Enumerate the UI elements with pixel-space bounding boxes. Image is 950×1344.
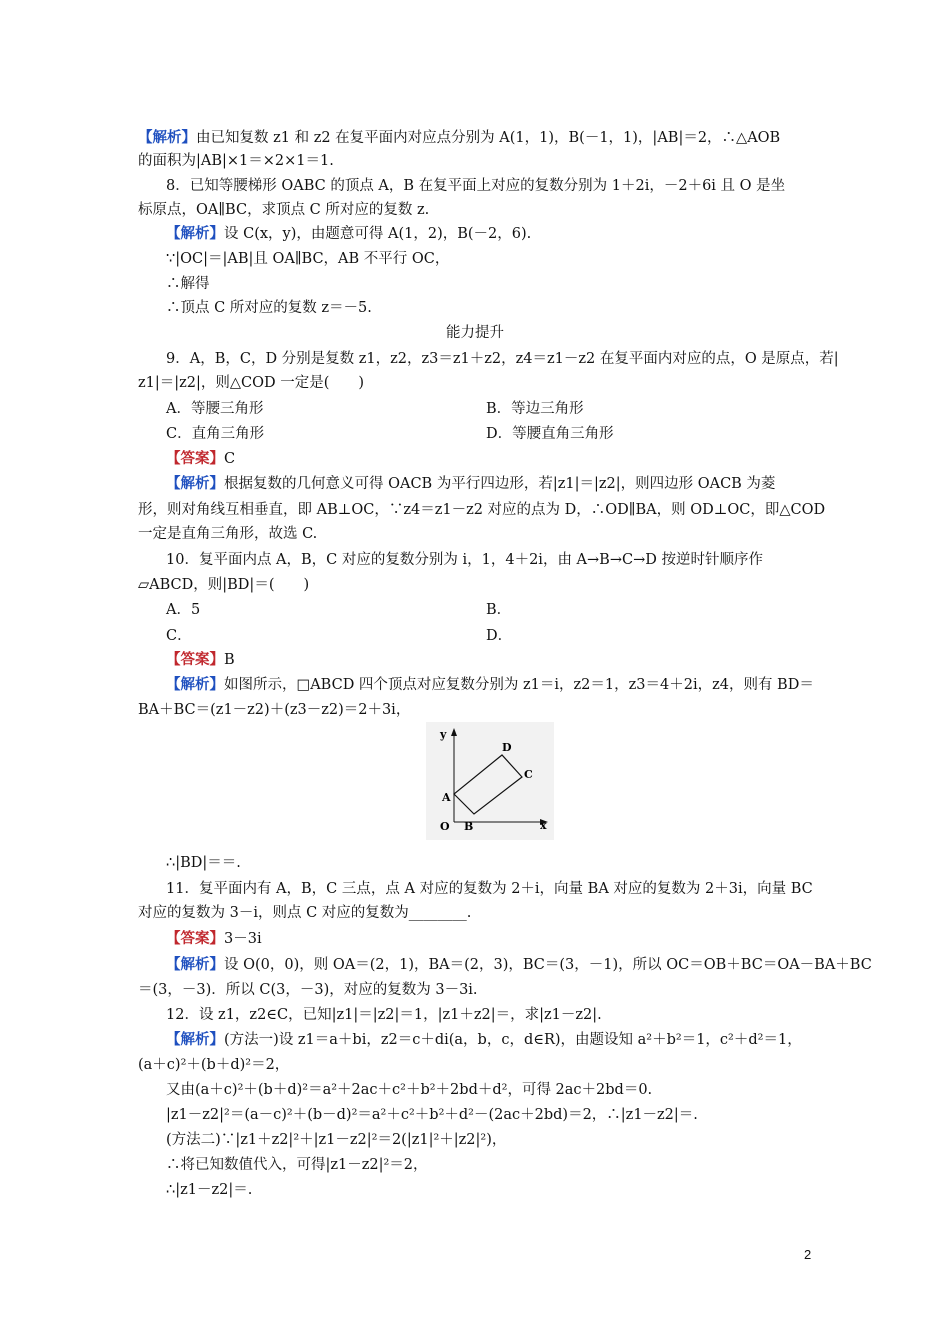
page-number: 2 <box>804 1247 812 1262</box>
y-axis-label: y <box>440 728 447 741</box>
question-12: 12．设 z1，z2∈C，已知|z1|＝|z2|＝1，|z1＋z2|＝，求|z1－z2|. <box>166 1007 602 1023</box>
x-axis-label: x <box>540 819 547 832</box>
option-d: D．等腰直角三角形 <box>486 426 614 442</box>
question-10: 10．复平面内点 A，B，C 对应的复数分别为 i，1，4＋2i，由 A→B→C→D 按逆时针顺序作 <box>166 552 763 568</box>
line-27: 【解析】如图所示，□ABCD 四个顶点对应复数分别为 z1＝i，z2＝1，z3＝4＋2i，z4，则有 BD＝ <box>166 676 814 693</box>
line-17: 【解析】根据复数的几何意义可得 OACB 为平行四边形，若|z1|＝|z2|，则四边形 OACB 为菱 <box>166 475 776 492</box>
option-b-10: B． <box>486 602 512 618</box>
point-a-label: A <box>442 791 451 804</box>
option-c: C．直角三角形 <box>166 426 265 442</box>
point-b-label: B <box>464 820 474 833</box>
line-2: 的面积为|AB|×1＝×2×1＝1. <box>138 153 334 169</box>
line-33: 【解析】设 O(0，0)，则 OA＝(2，1)，BA＝(2，3)，BC＝(3，－1)，所以 OC＝OB＋BC＝OA－BA＋BC <box>166 956 872 973</box>
line-21: ▱ABCD，则|BD|＝( ) <box>138 577 310 593</box>
option-a-10: A．5 <box>166 602 201 618</box>
line-31: 对应的复数为 3－i，则点 C 对应的复数为________. <box>138 905 472 921</box>
line-34: ＝(3，－3)．所以 C(3，－3)，对应的复数为 3－3i. <box>138 982 478 998</box>
line-4: 标原点，OA∥BC，求顶点 C 所对应的复数 z. <box>138 202 430 218</box>
question-8: 8．已知等腰梯形 OABC 的顶点 A，B 在复平面上对应的复数分别为 1＋2i，－2＋6i 且 O 是坐 <box>166 178 786 194</box>
point-c-label: C <box>524 768 533 781</box>
answer-11: 【答案】3－3i <box>166 930 262 947</box>
line-11: z1|＝|z2|，则△COD 一定是( ) <box>138 375 365 391</box>
section-title: 能力提升 <box>446 325 504 341</box>
option-b: B．等边三角形 <box>486 401 584 417</box>
line-42: ∴|z1－z2|＝. <box>166 1182 253 1198</box>
line-41: ∴将已知数值代入，可得|z1－z2|²＝2， <box>166 1157 428 1173</box>
line-37: (a＋c)²＋(b＋d)²＝2， <box>138 1057 290 1073</box>
line-7: ∴解得 <box>166 276 210 292</box>
origin-label: O <box>440 820 450 833</box>
line-28: BA＋BC＝(z1－z2)＋(z3－z2)＝2＋3i， <box>138 702 411 718</box>
point-d-label: D <box>502 741 512 754</box>
figure-svg <box>426 722 554 840</box>
option-c-10: C． <box>166 628 192 644</box>
option-a: A．等腰三角形 <box>166 401 264 417</box>
answer-10: 【答案】B <box>166 651 235 668</box>
answer-9: 【答案】C <box>166 450 236 467</box>
line-1: 【解析】由已知复数 z1 和 z2 在复平面内对应点分别为 A(1，1)，B(－1，1)，|AB|＝2，∴△AOB <box>138 129 781 146</box>
question-11: 11．复平面内有 A，B，C 三点，点 A 对应的复数为 2＋i，向量 BA 对应的复数为 2＋3i，向量 BC <box>166 881 813 897</box>
line-29: ∴|BD|＝＝. <box>166 855 241 871</box>
line-6: ∵|OC|＝|AB|且 OA∥BC，AB 不平行 OC， <box>166 251 450 267</box>
line-19: 一定是直角三角形，故选 C. <box>138 526 318 542</box>
line-8: ∴顶点 C 所对应的复数 z＝－5. <box>166 300 372 316</box>
line-40: (方法二)∵|z1＋z2|²＋|z1－z2|²＝2(|z1|²＋|z2|²)， <box>166 1132 507 1148</box>
line-39: |z1－z2|²＝(a－c)²＋(b－d)²＝a²＋c²＋b²＋d²－(2ac＋2bd)＝2，∴|z1－z2|＝. <box>166 1107 698 1123</box>
option-d-10: D． <box>486 628 513 644</box>
parallelogram-figure <box>426 722 554 840</box>
line-5: 【解析】设 C(x，y)，由题意可得 A(1，2)，B(－2，6). <box>166 225 532 242</box>
question-9: 9．A，B，C，D 分别是复数 z1，z2，z3＝z1＋z2，z4＝z1－z2 在复平面内对应的点，O 是原点，若| <box>166 351 839 367</box>
line-18: 形，则对角线互相垂直，即 AB⊥OC，∵z4＝z1－z2 对应的点为 D，∴OD∥BA，则 OD⊥OC，即△COD <box>138 502 826 518</box>
line-38: 又由(a＋c)²＋(b＋d)²＝a²＋2ac＋c²＋b²＋2bd＋d²，可得 2ac＋2bd＝0. <box>166 1082 653 1098</box>
line-36: 【解析】(方法一)设 z1＝a＋bi，z2＝c＋di(a，b，c，d∈R)，由题设知 a²＋b²＝1，c²＋d²＝1， <box>166 1031 802 1048</box>
